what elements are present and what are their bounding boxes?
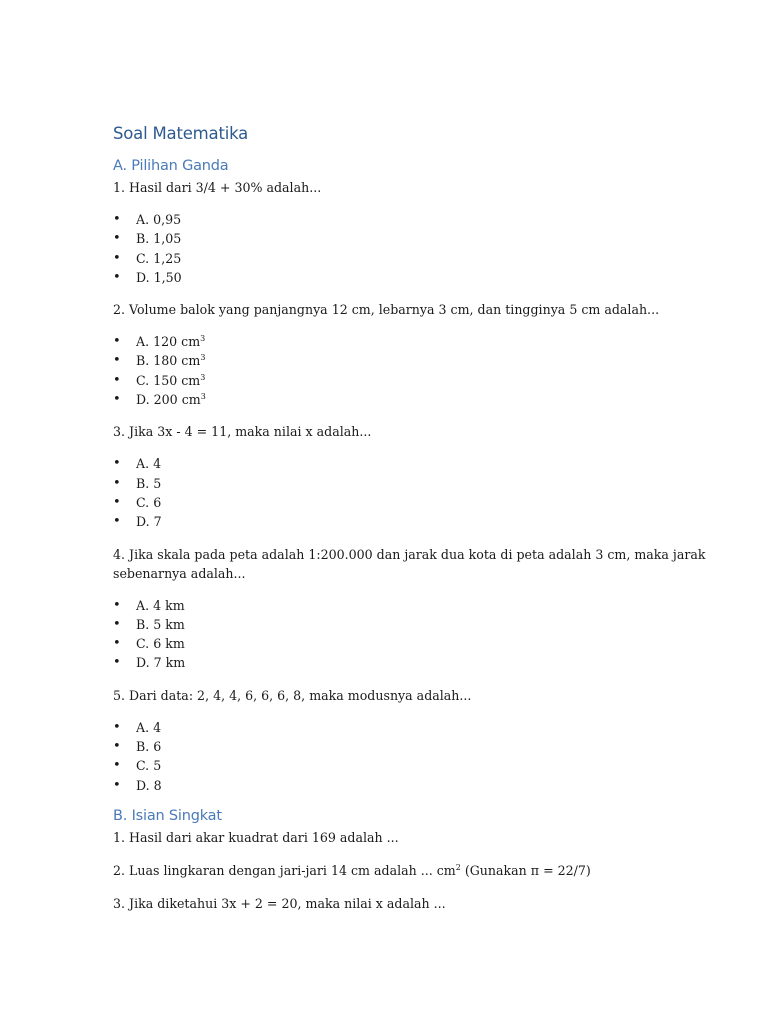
section-b-heading: B. Isian Singkat bbox=[113, 807, 222, 824]
bullet-icon: • bbox=[113, 475, 121, 491]
document-title: Soal Matematika bbox=[113, 124, 249, 143]
option-label: C. 6 km bbox=[136, 636, 185, 652]
option-item bbox=[113, 268, 708, 287]
bullet-icon: • bbox=[113, 334, 121, 350]
bullet-icon: • bbox=[113, 719, 121, 735]
bullet-icon: • bbox=[113, 392, 121, 408]
option-item bbox=[113, 493, 708, 512]
option-item bbox=[113, 596, 708, 615]
unit-superscript: 3 bbox=[200, 372, 206, 382]
section-a-heading: A. Pilihan Ganda bbox=[113, 158, 229, 174]
bullet-icon: • bbox=[113, 655, 121, 671]
bullet-icon: • bbox=[113, 456, 121, 472]
question-4-options bbox=[113, 596, 708, 673]
option-label: C. 1,25 bbox=[136, 250, 182, 266]
option-label: A. 4 bbox=[136, 719, 162, 735]
option-label: D. 1,50 bbox=[136, 269, 182, 285]
bullet-icon: • bbox=[113, 372, 121, 388]
bullet-icon: • bbox=[113, 269, 121, 285]
question-2: 2. Volume balok yang panjangnya 12 cm, lebarnya 3 cm, dan tingginya 5 cm adalah... bbox=[113, 302, 660, 318]
option-item bbox=[113, 756, 708, 775]
short-question-3: 3. Jika diketahui 3x + 2 = 20, maka nilai x adalah ... bbox=[113, 895, 446, 911]
option-label: A. 4 bbox=[136, 456, 162, 472]
option-label: A. 120 cm bbox=[136, 334, 201, 350]
unit-superscript: 3 bbox=[200, 334, 206, 344]
unit-superscript: 3 bbox=[200, 353, 206, 363]
option-label: D. 200 cm bbox=[136, 392, 201, 408]
option-label: D. 7 km bbox=[136, 655, 186, 671]
option-label: B. 180 cm bbox=[136, 353, 201, 369]
bullet-icon: • bbox=[113, 231, 121, 247]
bullet-icon: • bbox=[113, 494, 121, 510]
question-1: 1. Hasil dari 3/4 + 30% adalah... bbox=[113, 180, 322, 195]
bullet-icon: • bbox=[113, 353, 121, 369]
bullet-icon: • bbox=[113, 616, 121, 632]
option-label: A. 0,95 bbox=[136, 212, 182, 227]
option-item bbox=[113, 634, 708, 653]
option-label: B. 6 bbox=[136, 739, 162, 755]
option-item bbox=[113, 371, 708, 390]
option-item bbox=[113, 512, 708, 531]
option-item bbox=[113, 351, 708, 370]
option-label: D. 8 bbox=[136, 777, 162, 793]
question-3: 3. Jika 3x - 4 = 11, maka nilai x adalah... bbox=[113, 424, 372, 440]
option-item bbox=[113, 474, 708, 493]
option-item bbox=[113, 454, 708, 473]
option-item bbox=[113, 653, 708, 672]
option-label: B. 5 bbox=[136, 475, 162, 491]
option-label: A. 4 km bbox=[136, 597, 185, 613]
option-item bbox=[113, 249, 708, 268]
bullet-icon: • bbox=[113, 777, 121, 793]
option-label: B. 1,05 bbox=[136, 231, 182, 247]
short-question-1: 1. Hasil dari akar kuadrat dari 169 adalah ... bbox=[113, 829, 399, 845]
option-item bbox=[113, 229, 708, 248]
option-item bbox=[113, 210, 708, 229]
bullet-icon: • bbox=[113, 514, 121, 530]
option-label: C. 5 bbox=[136, 758, 162, 774]
bullet-icon: • bbox=[113, 597, 121, 613]
option-item bbox=[113, 737, 708, 756]
short-question-2 bbox=[113, 861, 708, 880]
option-item bbox=[113, 718, 708, 737]
option-item bbox=[113, 615, 708, 634]
bullet-icon: • bbox=[113, 739, 121, 755]
bullet-icon: • bbox=[113, 636, 121, 652]
question-5: 5. Dari data: 2, 4, 4, 6, 6, 6, 8, maka modusnya adalah... bbox=[113, 687, 472, 703]
question-4: 4. Jika skala pada peta adalah 1:200.000 dan jarak dua kota di peta adalah 3 cm, maka jarak sebenarnya adalah... bbox=[113, 546, 706, 581]
option-label: D. 7 bbox=[136, 514, 162, 530]
question-3-options bbox=[113, 454, 708, 531]
option-item bbox=[113, 332, 708, 351]
option-label: B. 5 km bbox=[136, 616, 185, 632]
unit-superscript: 3 bbox=[200, 392, 206, 402]
area-unit-superscript: 2 bbox=[455, 862, 461, 872]
option-item bbox=[113, 776, 708, 795]
short-question-2-text: 2. Luas lingkaran dengan jari-jari 14 cm adalah ... cm bbox=[113, 862, 456, 878]
option-item bbox=[113, 390, 708, 409]
option-label: C. 150 cm bbox=[136, 372, 201, 388]
question-5-options bbox=[113, 718, 708, 795]
bullet-icon: • bbox=[113, 250, 121, 266]
short-question-2-hint: (Gunakan π = 22/7) bbox=[460, 862, 591, 878]
question-1-options bbox=[113, 210, 708, 287]
question-2-options bbox=[113, 332, 708, 409]
option-label: C. 6 bbox=[136, 494, 162, 510]
bullet-icon: • bbox=[113, 758, 121, 774]
bullet-icon: • bbox=[113, 212, 121, 227]
